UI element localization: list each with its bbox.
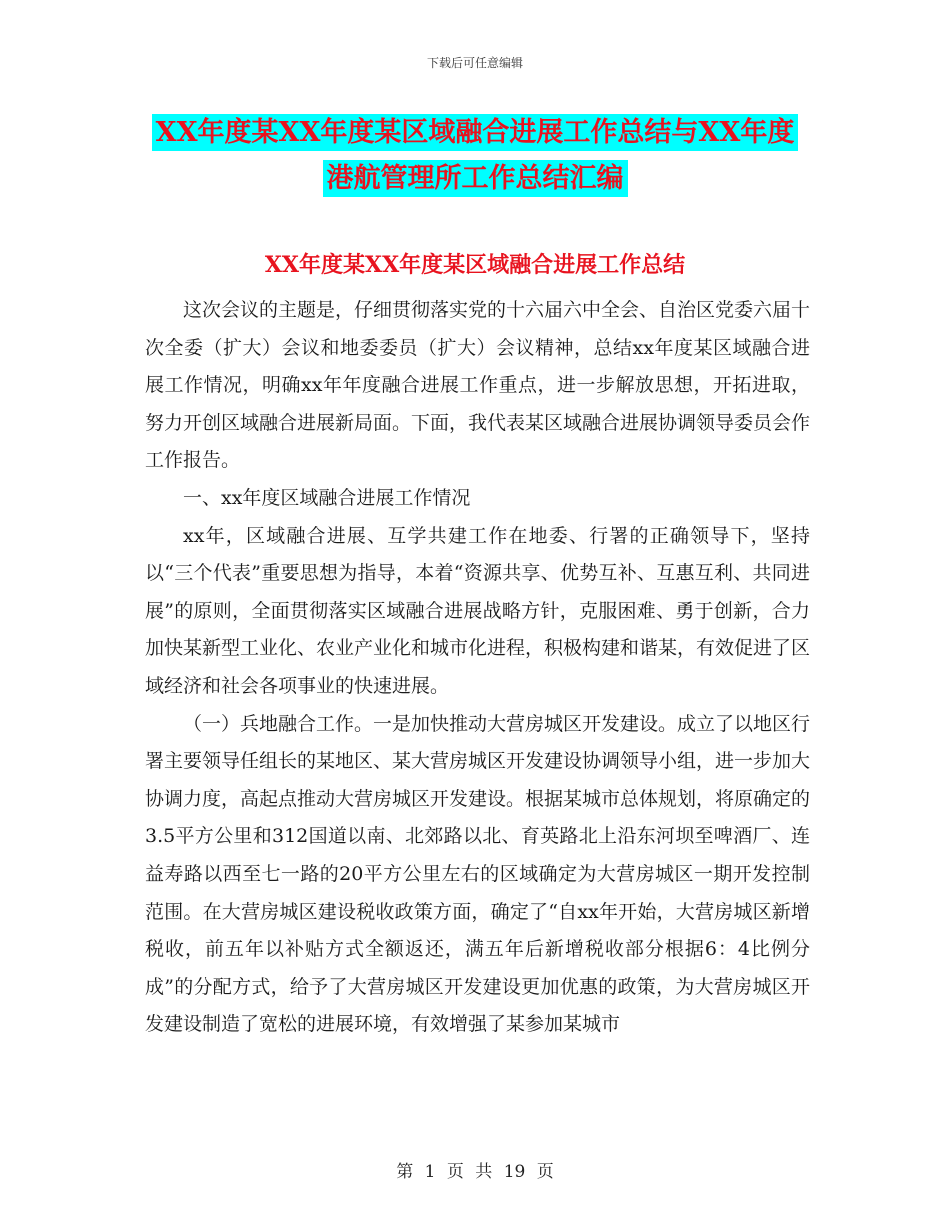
- header-note: 下载后可任意编辑: [426, 56, 523, 70]
- paragraph-subsection-1: （一）兵地融合工作。一是加快推动大营房城区开发建设。成立了以地区行署主要领导任组长的某地区、某大营房城区开发建设协调领导小组，进一步加大协调力度，高起点推动大营房城区开发建设。根据某城市总体规划，将原确定的3.5平方公里和312国道以南、北郊路以北、育英路北上沿东河坝至啤酒厂、连益寿路以西至七一路的20平方公里左右的区域确定为大营房城区一期开发控制范围。在大营房城区建设税收政策方面，确定了“自xx年开始，大营房城区新增税收，前五年以补贴方式全额返还，满五年后新增税收部分根据6：4比例分成”的分配方式，给予了大营房城区开发建设更加优惠的政策，为大营房城区开发建设制造了宽松的进展环境，有效增强了某参加某城市: [145, 712, 811, 1036]
- page-footer: 第 1 页 共 19 页: [396, 1162, 554, 1182]
- paragraph-overview: xx年，区域融合进展、互学共建工作在地委、行署的正确领导下，坚持以“三个代表”重要思想为指导，本着“资源共享、优势互补、互惠互利、共同进展”的原则，全面贯彻落实区域融合进展战略方针，克服困难、勇于创新，合力加快某新型工业化、农业产业化和城市化进程，积极构建和谐某，有效促进了区域经济和社会各项事业的快速进展。: [145, 524, 811, 697]
- document-title-line-2: 港航管理所工作总结汇编: [323, 160, 628, 197]
- paragraph-intro: 这次会议的主题是，仔细贯彻落实党的十六届六中全会、自治区党委六届十次全委（扩大）会议和地委委员（扩大）会议精神，总结xx年度某区域融合进展工作情况，明确xx年年度融合进展工作重点，进一步解放思想，开拓进取，努力开创区域融合进展新局面。下面，我代表某区域融合进展协调领导委员会作工作报告。: [145, 299, 811, 472]
- heading-section-1: 一、xx年度区域融合进展工作情况: [183, 486, 471, 509]
- document-body: [145, 292, 810, 1044]
- section-title: XX年度某XX年度某区域融合进展工作总结: [264, 252, 686, 278]
- document-title-line-1: XX年度某XX年度某区域融合进展工作总结与XX年度: [152, 114, 799, 151]
- document-title: [0, 110, 950, 202]
